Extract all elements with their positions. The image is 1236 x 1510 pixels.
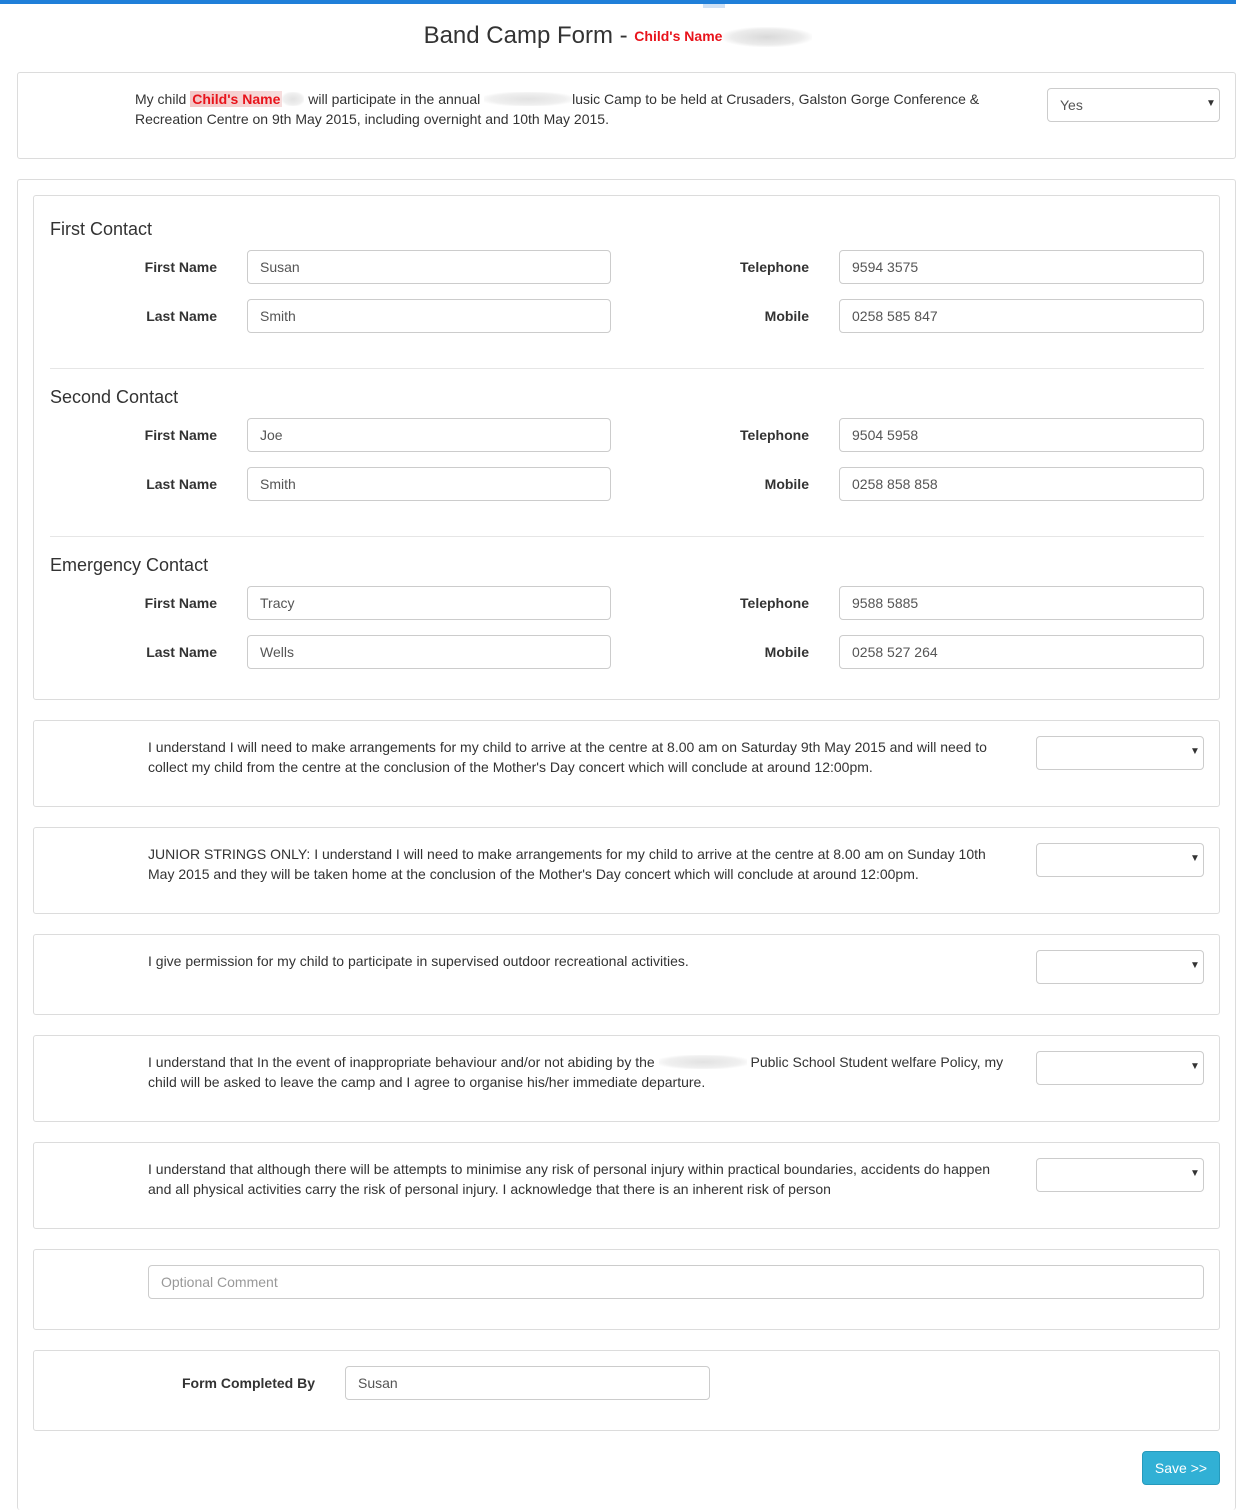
- first-contact-first-name-label: First Name: [144, 259, 217, 275]
- emergency-contact-first-name-input[interactable]: [247, 586, 611, 620]
- participation-child-name: Child's Name: [192, 91, 281, 107]
- second-contact-first-name-label: First Name: [144, 427, 217, 443]
- agreement-text-junior-strings: JUNIOR STRINGS ONLY: I understand I will need to make arrangements for my child to arrive at the centre at 8.00 am on Sunday 10th May 2015 and they will be taken home at the conclusion of the Mother's Day concert which will conclude at around 12:00pm.: [148, 846, 986, 882]
- participation-text: My child Child's Name will participate in the annual lusic Camp to be held at Crusaders, Galston Gorge Conference & Recreation Centre on 9th May 2015, including overnight and 10th May 2015.: [135, 91, 980, 127]
- chevron-down-icon: ▼: [1206, 98, 1216, 109]
- top-bar-tab: [703, 4, 725, 8]
- emergency-contact-first-name-label: First Name: [144, 595, 217, 611]
- agreement-text-arrival-saturday: I understand I will need to make arrangements for my child to arrive at the centre at 8.00 am on Saturday 9th May 2015 and will need to collect my child from the centre at the conclusion of the Mother's Day concert which will conclude at around 12:00pm.: [148, 739, 987, 775]
- first-contact-last-name-label: Last Name: [146, 308, 217, 324]
- optional-comment-input[interactable]: [148, 1265, 1204, 1299]
- agreement-select-injury-risk[interactable]: [1036, 1158, 1204, 1192]
- chevron-down-icon: ▼: [1190, 853, 1200, 864]
- agreement-select-outdoor-activities[interactable]: [1036, 950, 1204, 984]
- second-contact-first-name-input[interactable]: [247, 418, 611, 452]
- agreement-text-behaviour-policy: I understand that In the event of inappropriate behaviour and/or not abiding by the Public School Student welfare Policy, my child will be asked to leave the camp and I agree to organise his/her immediate departure.: [148, 1054, 1004, 1090]
- emergency-contact-telephone-input[interactable]: [839, 586, 1204, 620]
- second-contact-telephone-input[interactable]: [839, 418, 1204, 452]
- first-contact-last-name-input[interactable]: [247, 299, 611, 333]
- completed-by-label: Form Completed By: [181, 1375, 315, 1391]
- agreement-text-injury-risk: I understand that although there will be attempts to minimise any risk of personal injury within practical boundaries, accidents do happen and all physical activities carry the risk of personal injury. I acknowledge that there is an inherent risk of person: [148, 1161, 991, 1197]
- redacted-school-name: [659, 1055, 747, 1069]
- emergency-contact-last-name-input[interactable]: [247, 635, 611, 669]
- page-title-text: Band Camp Form -: [423, 22, 635, 49]
- participation-select[interactable]: [1047, 88, 1220, 122]
- contact-divider: [50, 368, 1204, 369]
- page-title: [0, 22, 1236, 50]
- emergency-contact-mobile-input[interactable]: [839, 635, 1204, 669]
- chevron-down-icon: ▼: [1190, 746, 1200, 757]
- agreement-select-arrival-saturday[interactable]: [1036, 736, 1204, 770]
- redacted-surname: [722, 27, 812, 47]
- agreement-select-behaviour-policy[interactable]: [1036, 1051, 1204, 1085]
- save-button[interactable]: Save >>: [1142, 1451, 1220, 1485]
- page-title-child-name: Child's Name: [634, 28, 723, 44]
- redacted-school-name: [484, 92, 572, 106]
- second-contact-last-name-label: Last Name: [146, 476, 217, 492]
- chevron-down-icon: ▼: [1190, 1168, 1200, 1179]
- agreement-select-junior-strings[interactable]: [1036, 843, 1204, 877]
- second-contact-mobile-input[interactable]: [839, 467, 1204, 501]
- second-contact-title: Second Contact: [50, 387, 179, 407]
- contact-divider: [50, 536, 1204, 537]
- first-contact-telephone-input[interactable]: [839, 250, 1204, 284]
- completed-by-input[interactable]: [345, 1366, 710, 1400]
- first-contact-mobile-label: Mobile: [764, 308, 809, 324]
- first-contact-telephone-label: Telephone: [740, 259, 809, 275]
- chevron-down-icon: ▼: [1190, 1061, 1200, 1072]
- second-contact-last-name-input[interactable]: [247, 467, 611, 501]
- first-contact-first-name-input[interactable]: [247, 250, 611, 284]
- first-contact-title: First Contact: [50, 219, 153, 239]
- emergency-contact-last-name-label: Last Name: [146, 644, 217, 660]
- emergency-contact-mobile-label: Mobile: [764, 644, 809, 660]
- second-contact-telephone-label: Telephone: [740, 427, 809, 443]
- first-contact-mobile-input[interactable]: [839, 299, 1204, 333]
- second-contact-mobile-label: Mobile: [764, 476, 809, 492]
- chevron-down-icon: ▼: [1190, 960, 1200, 971]
- redacted-surname: [282, 92, 304, 106]
- agreement-text-outdoor-activities: I give permission for my child to participate in supervised outdoor recreational activities.: [148, 953, 689, 969]
- top-accent-bar: [0, 0, 1236, 4]
- emergency-contact-title: Emergency Contact: [50, 555, 209, 575]
- emergency-contact-telephone-label: Telephone: [740, 595, 809, 611]
